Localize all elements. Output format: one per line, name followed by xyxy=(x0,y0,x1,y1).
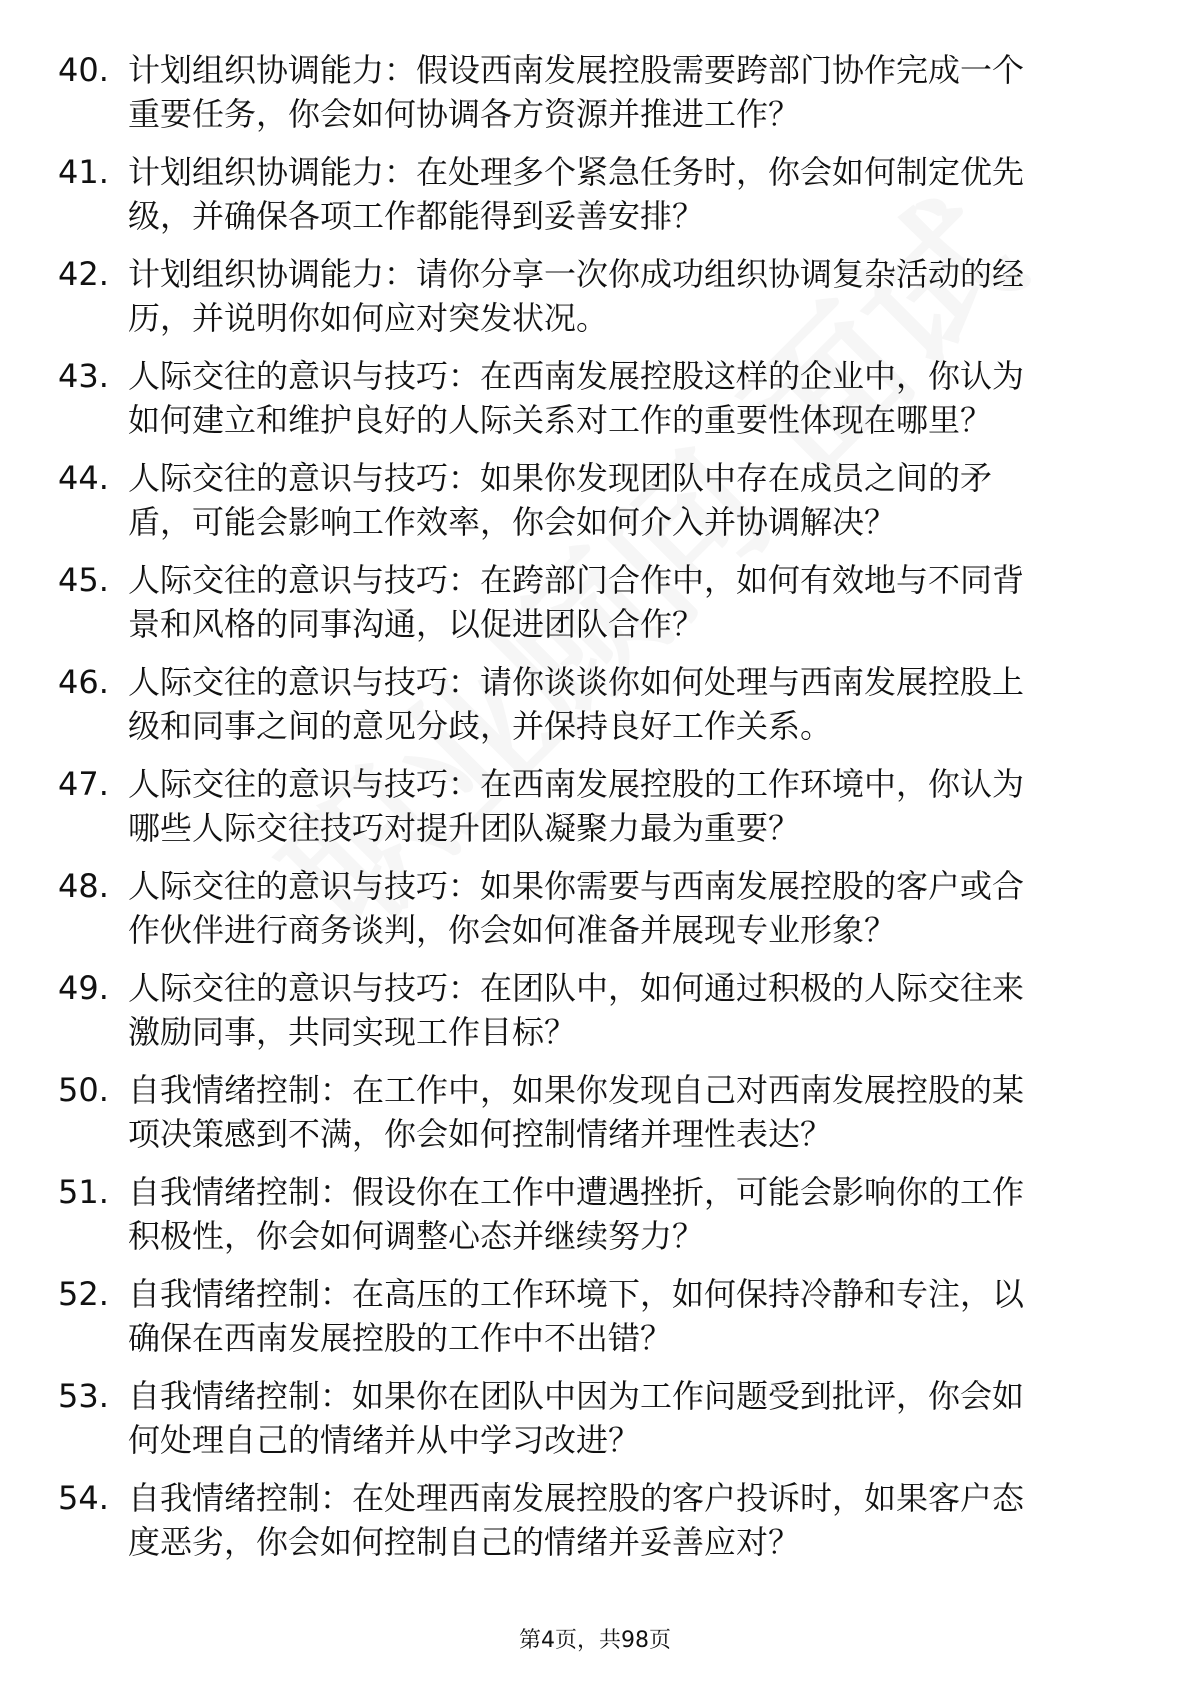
item-number: 45. xyxy=(58,561,109,599)
question-text: 人际交往的意识与技巧：如果你需要与西南发展控股的客户或合 作伙伴进行商务谈判，你会如何准备并展现专业形象？ xyxy=(128,867,1025,949)
question-list xyxy=(0,48,1190,1578)
item-number: 52. xyxy=(58,1275,109,1313)
item-number: 49. xyxy=(58,969,109,1007)
list-item xyxy=(0,966,1190,1068)
item-number: 40. xyxy=(58,51,109,89)
list-item xyxy=(0,252,1190,354)
question-text: 自我情绪控制：在工作中，如果你发现自己对西南发展控股的某 项决策感到不满，你会如何控制情绪并理性表达？ xyxy=(128,1071,1025,1153)
item-number: 42. xyxy=(58,255,109,293)
list-item xyxy=(0,1476,1190,1578)
list-item xyxy=(0,864,1190,966)
list-item xyxy=(0,660,1190,762)
item-number: 43. xyxy=(58,357,109,395)
item-number: 48. xyxy=(58,867,109,905)
list-item xyxy=(0,150,1190,252)
question-text: 人际交往的意识与技巧：在跨部门合作中，如何有效地与不同背 景和风格的同事沟通，以促进团队合作？ xyxy=(128,561,1025,643)
question-text: 人际交往的意识与技巧：在西南发展控股这样的企业中，你认为 如何建立和维护良好的人际关系对工作的重要性体现在哪里？ xyxy=(128,357,1025,439)
question-text: 人际交往的意识与技巧：在西南发展控股的工作环境中，你认为 哪些人际交往技巧对提升团队凝聚力最为重要？ xyxy=(128,765,1025,847)
item-number: 54. xyxy=(58,1479,109,1517)
list-item xyxy=(0,48,1190,150)
list-item xyxy=(0,1170,1190,1272)
question-text: 自我情绪控制：在处理西南发展控股的客户投诉时，如果客户态 度恶劣，你会如何控制自己的情绪并妥善应对？ xyxy=(128,1479,1025,1561)
question-text: 人际交往的意识与技巧：如果你发现团队中存在成员之间的矛 盾，可能会影响工作效率，你会如何介入并协调解决？ xyxy=(128,459,993,541)
item-number: 44. xyxy=(58,459,109,497)
question-text: 自我情绪控制：在高压的工作环境下，如何保持冷静和专注，以 确保在西南发展控股的工作中不出错？ xyxy=(128,1275,1025,1357)
item-number: 53. xyxy=(58,1377,109,1415)
list-item xyxy=(0,762,1190,864)
question-text: 人际交往的意识与技巧：在团队中，如何通过积极的人际交往来 激励同事，共同实现工作目标？ xyxy=(128,969,1025,1051)
question-text: 自我情绪控制：如果你在团队中因为工作问题受到批评，你会如 何处理自己的情绪并从中学习改进？ xyxy=(128,1377,1025,1459)
item-number: 51. xyxy=(58,1173,109,1211)
list-item xyxy=(0,1374,1190,1476)
list-item xyxy=(0,1272,1190,1374)
list-item xyxy=(0,1068,1190,1170)
list-item xyxy=(0,354,1190,456)
item-number: 50. xyxy=(58,1071,109,1109)
question-text: 自我情绪控制：假设你在工作中遭遇挫折，可能会影响你的工作 积极性，你会如何调整心态并继续努力？ xyxy=(128,1173,1025,1255)
list-item xyxy=(0,558,1190,660)
question-text: 人际交往的意识与技巧：请你谈谈你如何处理与西南发展控股上 级和同事之间的意见分歧，并保持良好工作关系。 xyxy=(128,663,1025,745)
item-number: 47. xyxy=(58,765,109,803)
list-item xyxy=(0,456,1190,558)
item-number: 46. xyxy=(58,663,109,701)
page-footer: 第4页，共98页 xyxy=(519,1628,671,1653)
question-text: 计划组织协调能力：在处理多个紧急任务时，你会如何制定优先 级，并确保各项工作都能得到妥善安排？ xyxy=(128,153,1025,235)
item-number: 41. xyxy=(58,153,109,191)
question-text: 计划组织协调能力：请你分享一次你成功组织协调复杂活动的经 历，并说明你如何应对突发状况。 xyxy=(128,255,1025,337)
question-text: 计划组织协调能力：假设西南发展控股需要跨部门协作完成一个 重要任务，你会如何协调各方资源并推进工作？ xyxy=(128,51,1025,133)
